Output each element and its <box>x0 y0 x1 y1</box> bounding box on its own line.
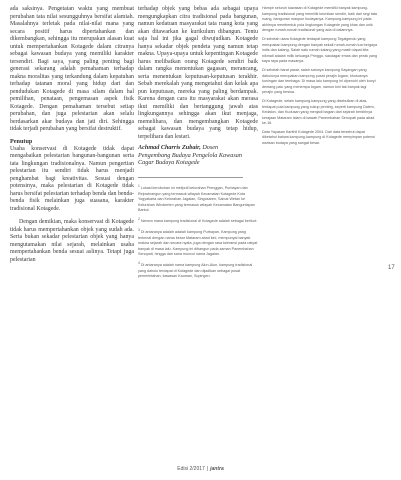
note-paragraph: Di Kotagede, selain kampung-kampung yang disebutkan di atas, terdapat pula kampung yang cukup penting, seperti kampung Dalem, Kedaton, dan Kudusan yang menjadi bagian dari sejarah berdirinya kerajaan Mataram Islam di bawah Panembahan Senopati pada abad ke-16. <box>262 98 375 126</box>
page-footer: Edisi 2/2017 | jantra <box>177 466 224 472</box>
footnote-divider <box>138 177 243 178</box>
note-paragraph: Hampir seluruh kawasan di Kotagede memiliki banyak kampung-kampung tradisional yang memiliki keunikan sendiri, baik dari segi tata ruang, bangunan maupun budayanya. Kampung-kampung ini pada akhirnya membentuk pola lingkungan Kotagede yang khas dan unik dengan rumah-rumah tradisional yang ada di dalamnya. <box>262 6 377 33</box>
journal-brand: jantra <box>210 466 224 472</box>
paragraph: Usaha konservasi di Kotagede tidak dapat mengabaikan pelestarian bangunan-bangunan serta tata lingkungan tradisionalnya. Namun pengertian pelestarian itu sendiri tidak harus menjadi penghambat bagi kreativitas. Sesuai dengan potensinya, maka pelestarian di Kotagede tidak harus bersifat pelestarian terhadap benda dan benda-benda fisik melainkan juga suasana, karakter tradisional Kotagede. <box>10 145 134 212</box>
text-column-2 <box>138 6 258 283</box>
edition-label: Edisi 2/2017 <box>177 466 205 472</box>
footnote: $^2$ Namon mana kampung tradisional di Kotagede adalah sebagai berikut: <box>138 216 257 224</box>
page-number: 17 <box>388 265 395 271</box>
paragraph: Dengan demikian, maka konservasi di Kotagede tidak harus mempertahankan objek yang sudah ada. Serta bukan sekadar pelestarian objek yang hanya mengutamakan nilai sejarah, melainkan usaha mempertahankan benda sesuai aslinya. Tetapi juga pelestarian <box>10 219 134 263</box>
footnote: $^3$ Di antaranya adalah adalah kampung Purbayan, Kampung yang terkenal dengan nama besar Mataram abad kini, mempunyai banyak makna sejarah dan secara nyata, juga dengan rasa toleransi pada rakyat banyak di masa lalu. Kampung ini dibangun pada zaman Panembahan Senopati, hingga dari sana muncul nama Jagalan. <box>138 227 258 257</box>
footnote: $^4$ Di antaranya adalah nama kampung Alun-Alun, kampung tradisional yang dahulu terdapat di Kotagede dan dijadikan sebagai pusat pemerintahan, kawasan Kauman, Sopingen. <box>138 261 253 279</box>
text-column-3 <box>262 6 378 150</box>
note-paragraph: Di sebelah utara Kotagede terdapat kampung Tegalgendu yang merupakan kampung dengan banyak sekali rumah-rumah tua bergaya indis dan kalang. Salah satu rumah kalang yang masih dapat kita nikmati adalah milik keluarga Pringgo, saudagar emas dan perak yang kaya raya pada masanya. <box>262 36 377 64</box>
author-name: Achmad Charris Zubair, <box>138 144 201 151</box>
author-role: Dosen <box>202 144 219 151</box>
section-heading: Penutup <box>10 137 33 145</box>
author-institution: Pengembang Budaya Pengelola Kawasan Cagar Budaya Kotagede <box>138 151 242 167</box>
paragraph: terhadap objek yang bebas ada sebagai upaya mengungkapkan citra tradisional pada bangunan, namun kedatuan masyarakat tata ruang kota yang akan ditawarkan ke kurikulum dibangun. Tentu saja hal ini jika gagal diwujudkan. Kotagede hanya sekadar objek pendeta yang namun tetap makna. Upaya-upaya untuk kepentingan Kotagede harus melibatkan orang Kotagede sendiri baik dalam rangka menentukan gagasan, merancang, serta menentukan keputusan-keputusan terakhir. Sebab merekalah yang mengetahui dan kelak apa pun keputusan, mereka yang paling berdampak. Karena dengan cara itu masyarakat akan merasa ikut memiliki dan bertanggung jawab atas lingkungannya sehingga akan ikut menjaga, memelihara, dan mengembangkan Kotagede sebagai kawasan budaya yang tetap hidup, terpelihara dan lestari. <box>138 6 258 140</box>
paragraph: ada saksinya. Pengetatan waktu yang membuat perubahan tata nilai sesungguhnya bersifat alamiah. Masalahnya terletak pada nilai-nilai mana yang secara positif harus dipertahankan dan dikembangkan, sehingga itu merupakan alasan kuat untuk mempertahankan Kotagede dalam citranya sebagai kawasan budaya yang memiliki karakter tersendiri. Bagi saya, yang paling penting bagi generasi sekarang adalah pemahaman terhadap makna moralitas yang terkandung dalam kepatuhan terhadap tatanan moral yang hidup dari dan pendudukan Kotagede di masa silam dalam hal pemilihan, penataan, pengemasan aspek fisik Kotagede. Dengan pemahaman tersebut setiap perubahan, dan juga pelestarian akan selalu berdasarkan akar budaya dan jati diri. Sehingga tidak terjadi perubahan yang bersifat destruktif. <box>10 6 134 132</box>
text-column-1 <box>10 6 134 264</box>
note-paragraph: Di sebelah barat pasar, salah satunya kampung Sayangan yang dahulunya merupakan kampung pusat perajin logam, khususnya kuningan dan tembaga. Di masa lalu kampung ini dipenuhi oleh bunyi dentang palu yang menempa logam, namun kini tak banyak lagi perajin yang tersisa. <box>262 67 376 95</box>
note-paragraph: Data Yayasan Kanthil Kotagede 2004. Dari data tersebut dapat diketahui bahwa kampung-kampung di Kotagede menyimpan potensi warisan budaya yang sangat besar. <box>262 129 375 146</box>
author-block <box>138 144 258 152</box>
footnote: $^1$ Lokasi kerobohan ini meliputi kelurahan Prenggan, Purbayan dan Rejowinangun yang termasuk wilayah Kecamatan Kotagede Kota Yogyakarta dan Kelurahan Jagalan, Singosaren, Sabuk Wetan ke Kelurahan Wirokerten yang termasuk wilayah Kecamatan Banguntapan Bantul. <box>138 183 255 213</box>
